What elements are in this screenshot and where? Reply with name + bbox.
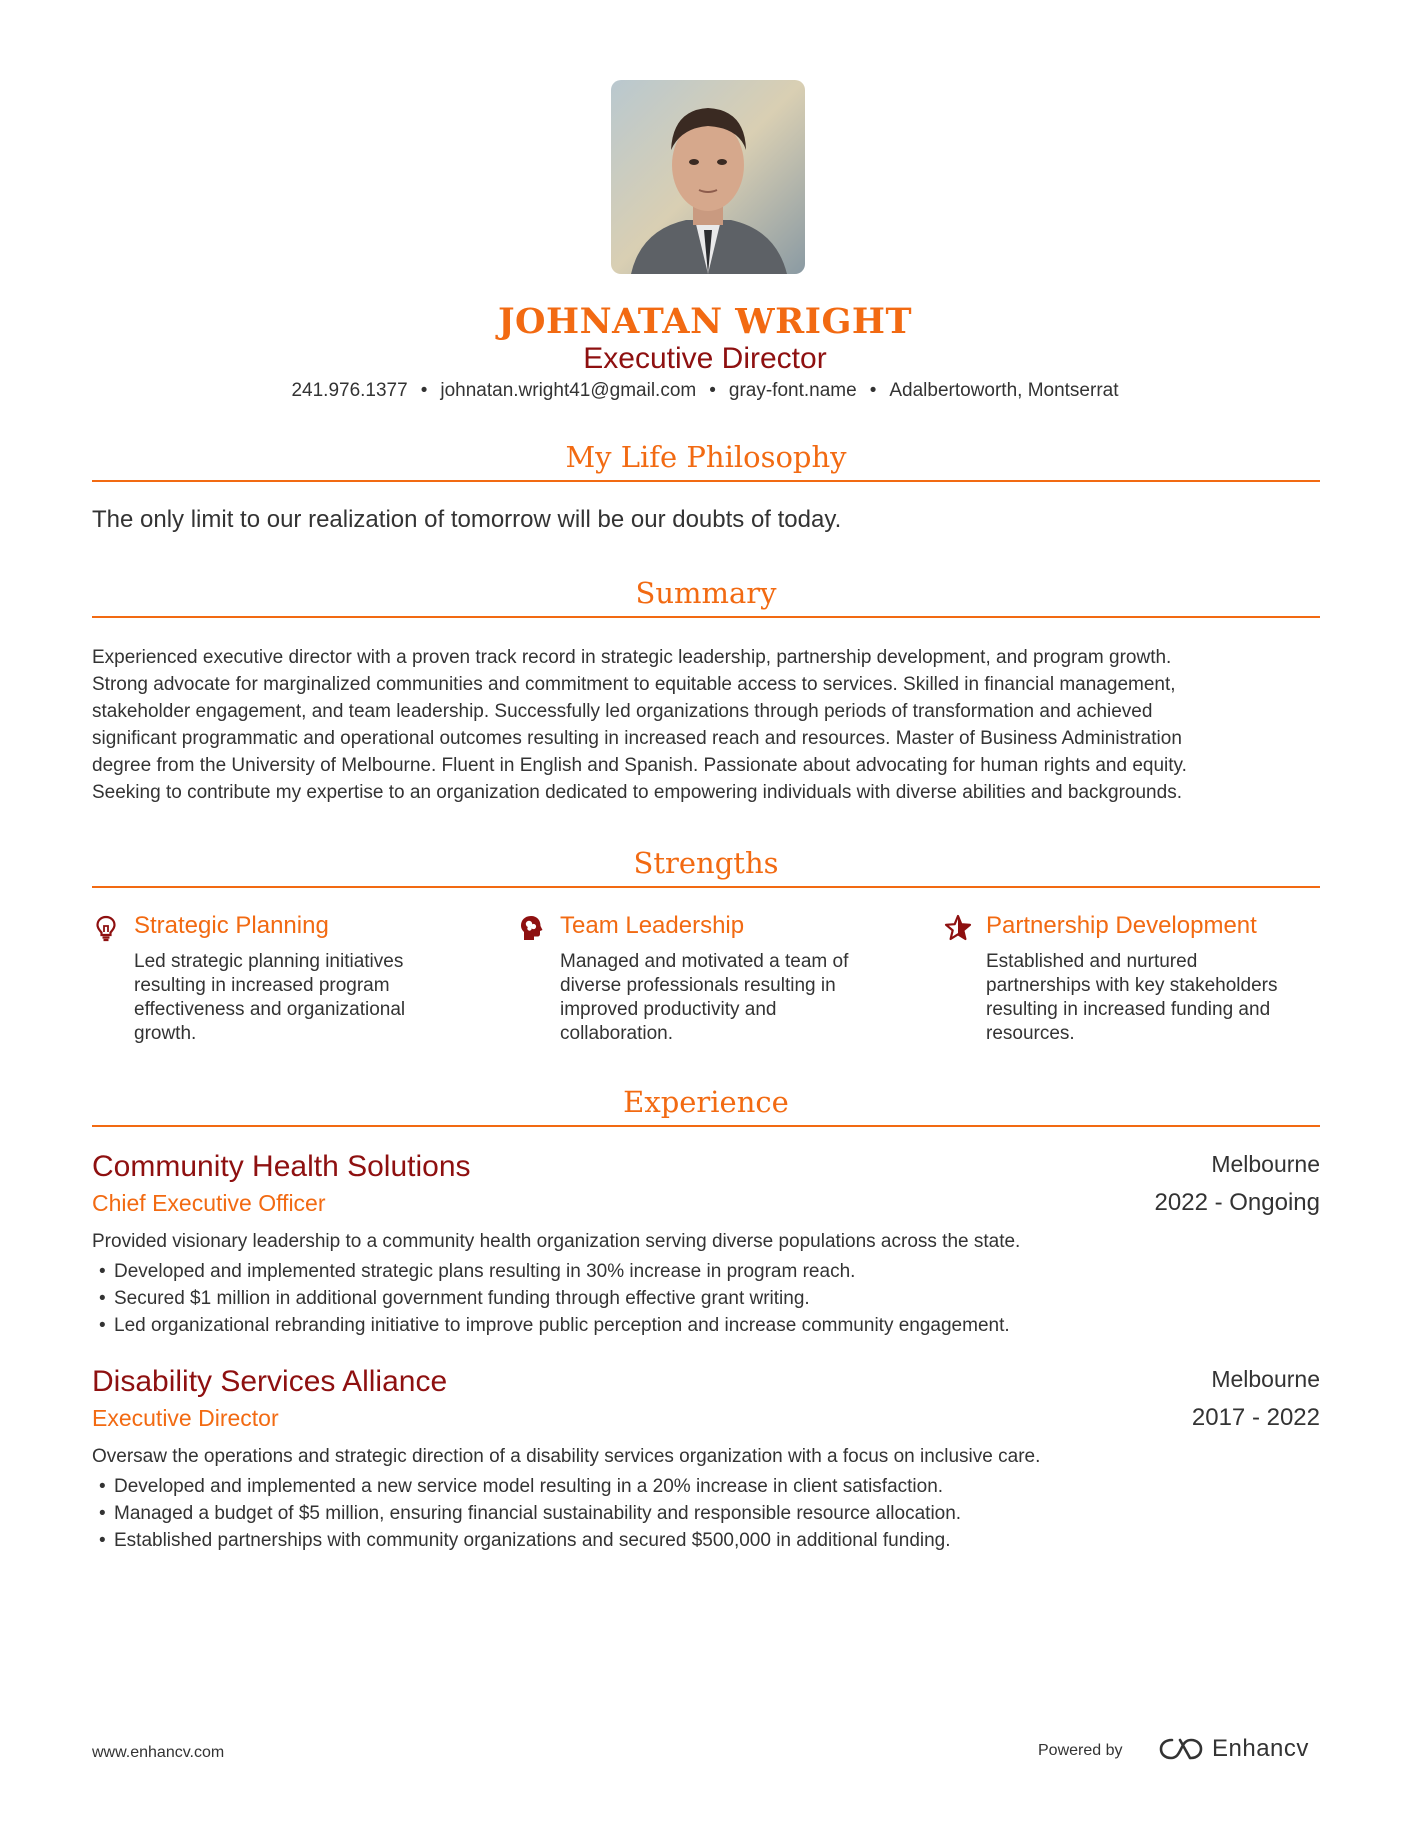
job-bullets bbox=[92, 1473, 961, 1554]
summary-line: degree from the University of Melbourne. Fluent in English and Spanish. Passionate about advocating for human rights and equity. bbox=[92, 755, 1187, 776]
strength-description: Established and nurtured partnerships with key stakeholders resulting in increased funding and resources. bbox=[986, 951, 1278, 1044]
strength-title: Team Leadership bbox=[560, 912, 745, 939]
summary-line: Experienced executive director with a proven track record in strategic leadership, partnership development, and program growth. bbox=[92, 647, 1172, 668]
job-company: Community Health Solutions bbox=[92, 1150, 471, 1183]
strength-description: Led strategic planning initiatives resulting in increased program effectiveness and organizational growth. bbox=[134, 951, 406, 1044]
footer-url[interactable]: www.enhancv.com bbox=[92, 1744, 225, 1761]
summary-text bbox=[92, 644, 1332, 806]
list-item bbox=[92, 1500, 961, 1527]
profile-photo bbox=[611, 80, 805, 274]
bullet-text: Developed and implemented a new service model resulting in a 20% increase in client satisfaction. bbox=[114, 1476, 944, 1497]
list-item bbox=[92, 1258, 1010, 1285]
summary-line: stakeholder engagement, and team leadership. Successfully led organizations through periods of transformation and achieved bbox=[92, 701, 1153, 722]
bullet-dot: • bbox=[99, 1530, 106, 1551]
email[interactable]: johnatan.wright41@gmail.com bbox=[440, 380, 697, 401]
separator: • bbox=[420, 380, 428, 401]
head-brain-icon bbox=[518, 914, 546, 942]
bullet-dot: • bbox=[99, 1476, 106, 1497]
enhancv-logo[interactable] bbox=[1158, 1734, 1309, 1764]
job-description: Provided visionary leadership to a community health organization serving diverse populations across the state. bbox=[92, 1231, 1021, 1252]
bullet-text: Secured $1 million in additional government funding through effective grant writing. bbox=[114, 1288, 810, 1309]
brand-name: Enhancv bbox=[1212, 1735, 1309, 1762]
location: Adalbertoworth, Montserrat bbox=[889, 380, 1119, 401]
bullet-text: Developed and implemented strategic plans resulting in 30% increase in program reach. bbox=[114, 1261, 856, 1282]
bullet-text: Led organizational rebranding initiative to improve public perception and increase community engagement. bbox=[114, 1315, 1010, 1336]
job-role: Chief Executive Officer bbox=[92, 1190, 326, 1216]
separator: • bbox=[869, 380, 877, 401]
job-location: Melbourne bbox=[1211, 1151, 1320, 1177]
bullet-dot: • bbox=[99, 1503, 106, 1524]
list-item bbox=[92, 1473, 961, 1500]
summary-line: Seeking to contribute my expertise to an organization dedicated to empowering individuals with diverse abilities and backgrounds. bbox=[92, 782, 1182, 803]
bullet-text: Managed a budget of $5 million, ensuring financial sustainability and responsible resource allocation. bbox=[114, 1503, 962, 1524]
contact-line bbox=[0, 380, 1410, 402]
philosophy-text: The only limit to our realization of tomorrow will be our doubts of today. bbox=[92, 506, 842, 533]
job-dates: 2022 - Ongoing bbox=[1154, 1189, 1320, 1216]
strength-title: Partnership Development bbox=[986, 912, 1257, 939]
strength-description: Managed and motivated a team of diverse professionals resulting in improved productivity and collaboration. bbox=[560, 951, 849, 1044]
phone[interactable]: 241.976.1377 bbox=[291, 380, 408, 401]
section-heading-philosophy: My Life Philosophy bbox=[92, 440, 1320, 482]
section-heading-experience: Experience bbox=[92, 1085, 1320, 1127]
section-heading-strengths: Strengths bbox=[92, 846, 1320, 888]
summary-line: Strong advocate for marginalized communities and commitment to equitable access to services. Skilled in financial management, bbox=[92, 674, 1176, 695]
lightbulb-icon bbox=[92, 914, 120, 942]
bullet-text: Established partnerships with community organizations and secured $500,000 in additional funding. bbox=[114, 1530, 951, 1551]
powered-by-label: Powered by bbox=[1038, 1742, 1123, 1759]
job-description: Oversaw the operations and strategic direction of a disability services organization with a focus on inclusive care. bbox=[92, 1446, 1041, 1467]
section-heading-summary: Summary bbox=[92, 576, 1320, 618]
candidate-name: JOHNATAN WRIGHT bbox=[497, 301, 913, 342]
portrait-image bbox=[611, 80, 805, 274]
bullet-dot: • bbox=[99, 1288, 106, 1309]
separator: • bbox=[709, 380, 716, 401]
job-role: Executive Director bbox=[92, 1405, 279, 1431]
bullet-dot: • bbox=[99, 1261, 106, 1282]
job-company: Disability Services Alliance bbox=[92, 1365, 448, 1398]
job-location: Melbourne bbox=[1211, 1366, 1320, 1392]
candidate-title: Executive Director bbox=[583, 342, 827, 375]
summary-line: significant programmatic and operational outcomes resulting in increased reach and resources. Master of Business Administration bbox=[92, 728, 1182, 749]
list-item bbox=[92, 1312, 1010, 1339]
list-item bbox=[92, 1285, 1010, 1312]
job-bullets bbox=[92, 1258, 1010, 1339]
star-icon bbox=[944, 914, 972, 942]
bullet-dot: • bbox=[99, 1315, 106, 1336]
enhancv-logo-icon bbox=[1158, 1736, 1204, 1762]
strength-title: Strategic Planning bbox=[134, 912, 329, 939]
job-dates: 2017 - 2022 bbox=[1191, 1404, 1320, 1431]
list-item bbox=[92, 1527, 961, 1554]
website[interactable]: gray-font.name bbox=[728, 380, 857, 401]
